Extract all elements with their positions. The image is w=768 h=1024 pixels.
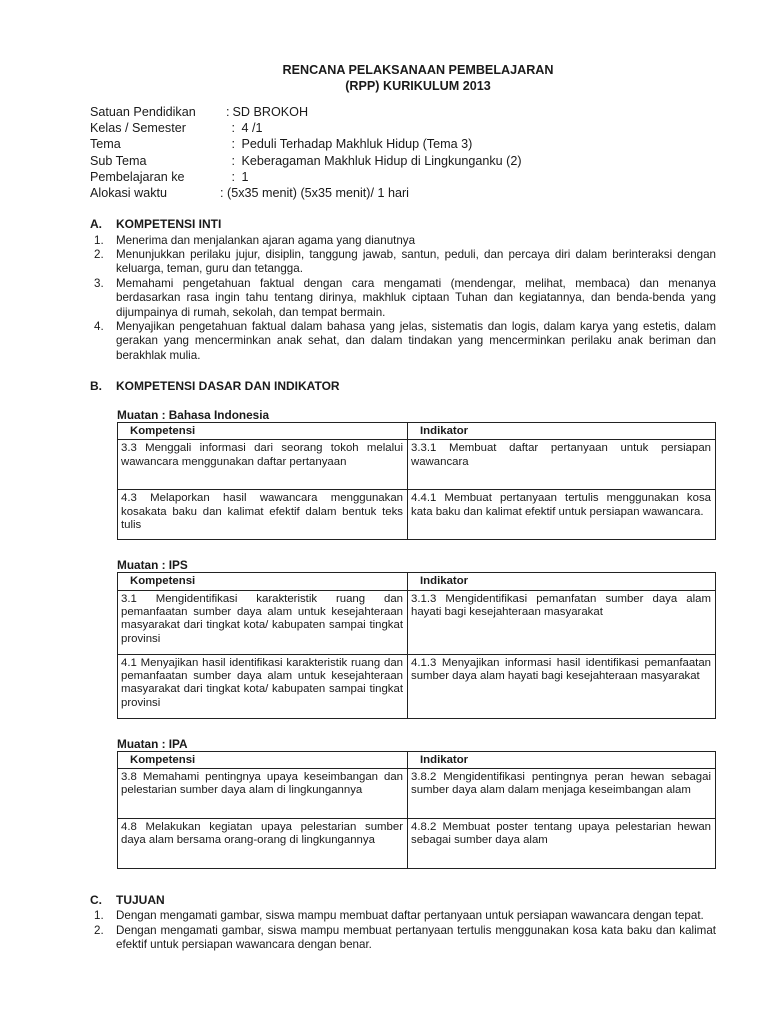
list-text: Menyajikan pengetahuan faktual dalam bahasa yang jelas, sistematis dan logis, dalam karya yang estetis, dalam gerakan yang mencerminkan anak sehat, dan dalam tindakan yang mencerminkan perilaku anak beriman dan berakhlak mulia. <box>116 320 716 362</box>
identity-label: Sub Tema <box>90 153 147 168</box>
column-header-indikator: Indikator <box>408 573 716 590</box>
muatan-label: Muatan : IPS <box>117 558 188 573</box>
kompetensi-cell: 4.1 Menyajikan hasil identifikasi karakteristik ruang dan pemanfaatan sumber daya alam untuk kesejahteraan masyarakat dari tingkat kota/ kabupaten sampai tingkat provinsi <box>118 654 408 718</box>
indikator-cell: 4.1.3 Menyajikan informasi hasil identifikasi pemanfaatan sumber daya alam hayati bagi kesejahteraan masyarakat <box>408 654 716 718</box>
identity-separator: : <box>228 121 235 136</box>
section-heading <box>90 893 716 907</box>
kompetensi-cell: 3.3 Menggali informasi dari seorang tokoh melalui wawancara menggunakan daftar pertanyaan <box>118 440 408 490</box>
table-row <box>118 490 716 540</box>
column-header-indikator: Indikator <box>408 422 716 439</box>
table-row <box>118 818 716 868</box>
identity-value: 4 /1 <box>238 121 263 136</box>
muatan-label: Muatan : IPA <box>117 736 188 751</box>
section-tujuan <box>90 893 716 953</box>
table-header-row <box>118 573 716 590</box>
list-number: 1. <box>94 233 104 247</box>
list-text: Dengan mengamati gambar, siswa mampu membuat pertanyaan tertulis menggunakan kosa kata baku dan kalimat efektif untuk persiapan wawancara dengan benar. <box>116 923 716 952</box>
kd-table-ips <box>117 572 716 718</box>
identity-separator: : <box>228 153 235 168</box>
list-number: 2. <box>94 923 104 937</box>
identity-label: Satuan Pendidikan <box>90 105 196 119</box>
section-heading <box>90 379 716 393</box>
section-letter: A. <box>90 217 102 232</box>
identity-separator: : <box>226 105 230 119</box>
identity-label: Tema <box>90 137 121 152</box>
identity-value: SD BROKOH <box>232 105 309 119</box>
column-header-kompetensi: Kompetensi <box>118 751 408 768</box>
rpp-document <box>90 62 716 953</box>
identity-label: Pembelajaran ke <box>90 169 185 184</box>
column-header-kompetensi: Kompetensi <box>118 422 408 439</box>
column-header-kompetensi: Kompetensi <box>118 573 408 590</box>
list-item <box>90 248 716 277</box>
kd-table-bahasa-indonesia <box>117 422 716 540</box>
identity-value: Keberagaman Makhluk Hidup di Lingkunganku (2) <box>238 153 522 168</box>
list-item <box>90 909 716 923</box>
identity-value: Peduli Terhadap Makhluk Hidup (Tema 3) <box>238 137 473 152</box>
list-number: 3. <box>94 276 104 290</box>
kompetensi-cell: 3.1 Mengidentifikasi karakteristik ruang dan pemanfaatan sumber daya alam untuk kesejahteraan masyarakat dari tingkat kota/ kabupaten sampai tingkat provinsi <box>118 590 408 654</box>
identity-row <box>90 185 716 201</box>
table-row <box>118 440 716 490</box>
indikator-cell: 3.8.2 Mengidentifikasi pentingnya peran hewan sebagai sumber daya alam dalam menjaga keseimbangan alam <box>408 768 716 818</box>
section-title: KOMPETENSI DASAR DAN INDIKATOR <box>116 379 340 394</box>
table-header-row <box>118 422 716 439</box>
identity-row <box>90 104 716 120</box>
section-title: TUJUAN <box>116 892 165 907</box>
indikator-cell: 4.4.1 Membuat pertanyaan tertulis menggunakan kosa kata baku dan kalimat efektif untuk persiapan wawancara. <box>408 490 716 540</box>
indikator-cell: 4.8.2 Membuat poster tentang upaya pelestarian hewan sebagai sumber daya alam <box>408 818 716 868</box>
tujuan-list <box>90 909 716 952</box>
table-header-row <box>118 751 716 768</box>
list-item <box>90 320 716 363</box>
table-row <box>118 654 716 718</box>
title-line-1: RENCANA PELAKSANAAN PEMBELAJARAN <box>282 63 554 77</box>
identity-row <box>90 169 716 185</box>
section-letter: B. <box>90 379 102 394</box>
identity-label: Alokasi waktu <box>90 186 167 201</box>
kompetensi-cell: 3.8 Memahami pentingnya upaya keseimbangan dan pelestarian sumber daya alam di lingkungannya <box>118 768 408 818</box>
identity-row <box>90 136 716 152</box>
kompetensi-cell: 4.8 Melakukan kegiatan upaya pelestarian sumber daya alam bersama orang-orang di lingkungannya <box>118 818 408 868</box>
title-line-2: (RPP) KURIKULUM 2013 <box>345 79 491 93</box>
identity-block <box>90 104 716 201</box>
list-item <box>90 277 716 320</box>
list-text: Menerima dan menjalankan ajaran agama yang dianutnya <box>116 233 416 247</box>
table-row <box>118 590 716 654</box>
identity-separator: : <box>228 169 235 184</box>
section-title: KOMPETENSI INTI <box>116 217 222 232</box>
list-number: 1. <box>94 909 104 923</box>
list-number: 2. <box>94 248 104 262</box>
kompetensi-inti-list <box>90 234 716 364</box>
list-text: Dengan mengamati gambar, siswa mampu membuat daftar pertanyaan untuk persiapan wawancara dengan tepat. <box>116 909 704 923</box>
list-number: 4. <box>94 320 104 334</box>
list-item <box>90 924 716 953</box>
identity-value: 1 <box>238 169 249 184</box>
identity-label: Kelas / Semester <box>90 121 186 136</box>
muatan-label: Muatan : Bahasa Indonesia <box>117 407 270 422</box>
column-header-indikator: Indikator <box>408 751 716 768</box>
section-kompetensi-dasar <box>90 379 716 869</box>
table-row <box>118 768 716 818</box>
document-title <box>120 62 716 94</box>
identity-row <box>90 120 716 136</box>
indikator-cell: 3.3.1 Membuat daftar pertanyaan untuk persiapan wawancara <box>408 440 716 490</box>
section-letter: C. <box>90 892 102 907</box>
section-heading <box>90 217 716 231</box>
list-item <box>90 234 716 248</box>
identity-value: (5x35 menit) (5x35 menit)/ 1 hari <box>223 186 409 201</box>
section-kompetensi-inti <box>90 217 716 363</box>
list-text: Memahami pengetahuan faktual dengan cara mengamati (mendengar, melihat, membaca) dan menanya berdasarkan rasa ingin tahu tentang dirinya, makhluk ciptaan Tuhan dan kegiatannya, dan benda-benda yang dijumpainya di rumah, sekolah, dan tempat bermain. <box>116 276 716 319</box>
identity-separator: : <box>220 186 224 201</box>
kompetensi-cell: 4.3 Melaporkan hasil wawancara menggunakan kosakata baku dan kalimat efektif dalam bentuk teks tulis <box>118 490 408 540</box>
list-text: Menunjukkan perilaku jujur, disiplin, tanggung jawab, santun, peduli, dan percaya diri dalam berinteraksi dengan keluarga, teman, guru dan tetangga. <box>116 248 716 276</box>
kd-table-ipa <box>117 751 716 869</box>
identity-row <box>90 153 716 169</box>
identity-separator: : <box>228 137 235 152</box>
indikator-cell: 3.1.3 Mengidentifikasi pemanfatan sumber daya alam hayati bagi kesejahteraan masyarakat <box>408 590 716 654</box>
